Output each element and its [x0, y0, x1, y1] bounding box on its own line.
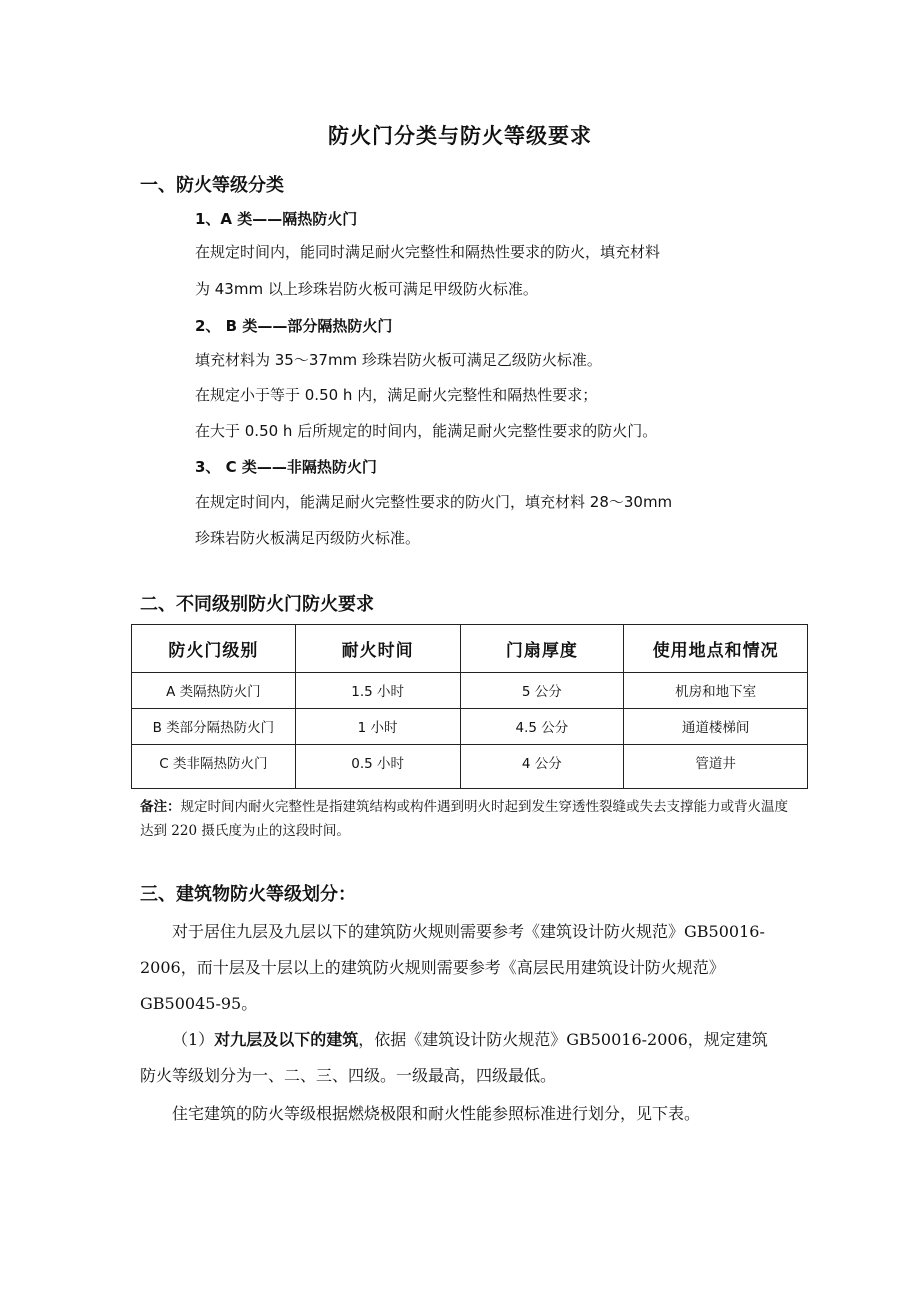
class-c-line1: 在规定时间内，能满足耐火完整性要求的防火门，填充材料 28～30mm: [195, 493, 673, 511]
class-a-line1: 在规定时间内，能同时满足耐火完整性和隔热性要求的防火，填充材料: [195, 243, 661, 261]
table-cell: 通道楼梯间: [624, 709, 808, 745]
table-cell: 1.5 小时: [295, 673, 460, 709]
table-row: [132, 745, 808, 789]
table-note: [140, 795, 800, 843]
table-row: [132, 673, 808, 709]
note-label: 备注：: [140, 799, 181, 815]
table-row: [132, 709, 808, 745]
paragraph-3: 住宅建筑的防火等级根据燃烧极限和耐火性能参照标准进行划分，见下表。: [172, 1104, 701, 1123]
section2-heading: 二、不同级别防火门防火要求: [140, 594, 374, 615]
page-title: 防火门分类与防火等级要求: [328, 123, 592, 148]
table-cell: 4.5 公分: [460, 709, 624, 745]
table-header-row: [132, 625, 808, 673]
table-cell: 管道井: [624, 745, 808, 789]
table-cell: 4 公分: [460, 745, 624, 789]
table-cell: 5 公分: [460, 673, 624, 709]
class-b-line2: 在规定小于等于 0.50 h 内，满足耐火完整性和隔热性要求；: [195, 386, 598, 404]
class-c-line2: 珍珠岩防火板满足丙级防火标准。: [195, 529, 421, 547]
class-a-title: 1、A 类——隔热防火门: [195, 210, 358, 228]
paragraph-1: 对于居住九层及九层以下的建筑防火规则需要参考《建筑设计防火规范》GB50016-2006，而十层及十层以上的建筑防火规则需要参考《高层民用建筑设计防火规范》GB50045-95。: [140, 922, 765, 1013]
class-b-line1: 填充材料为 35～37mm 珍珠岩防火板可满足乙级防火标准。: [195, 351, 602, 369]
table-cell: 1 小时: [295, 709, 460, 745]
table-cell: C 类非隔热防火门: [132, 745, 296, 789]
table-header: 门扇厚度: [460, 625, 624, 673]
table-cell: 0.5 小时: [295, 745, 460, 789]
section1-heading: 一、防火等级分类: [140, 175, 284, 196]
class-a-line2: 为 43mm 以上珍珠岩防火板可满足甲级防火标准。: [195, 280, 538, 298]
table-cell: B 类部分隔热防火门: [132, 709, 296, 745]
table-header: 防火门级别: [132, 625, 296, 673]
paragraph-2-prefix: （1）: [172, 1030, 215, 1049]
class-b-title: 2、 B 类——部分隔热防火门: [195, 317, 393, 335]
class-b-line3: 在大于 0.50 h 后所规定的时间内，能满足耐火完整性要求的防火门。: [195, 422, 658, 440]
section3-heading: 三、建筑物防火等级划分：: [140, 884, 356, 905]
note-text: 规定时间内耐火完整性是指建筑结构或构件遇到明火时起到发生穿透性裂缝或失去支撑能力或背火温度达到 220 摄氏度为止的这段时间。: [140, 799, 788, 839]
table-cell: 机房和地下室: [624, 673, 808, 709]
table-header: 使用地点和情况: [624, 625, 808, 673]
fire-door-grade-table: [131, 624, 808, 789]
table-cell: A 类隔热防火门: [132, 673, 296, 709]
table-header: 耐火时间: [295, 625, 460, 673]
class-c-title: 3、 C 类——非隔热防火门: [195, 458, 377, 476]
paragraph-2-rest: ，依据《建筑设计防火规范》GB50016-2006，规定建筑防火等级划分为一、二、三、四级。一级最高，四级最低。: [140, 1030, 768, 1085]
paragraph-2-bold: 对九层及以下的建筑: [214, 1030, 359, 1049]
paragraph-2: [140, 1022, 780, 1094]
